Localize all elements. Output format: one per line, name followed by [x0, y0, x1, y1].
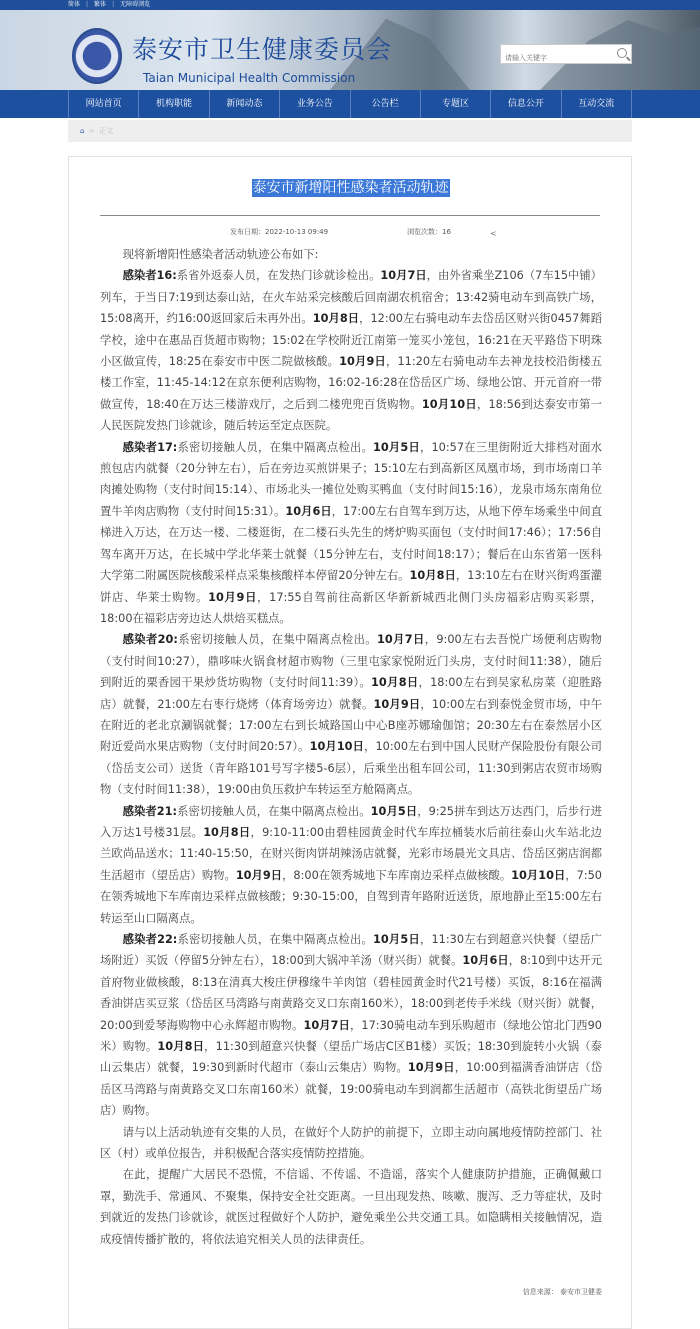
highlight-text: 10月7日 — [303, 1018, 350, 1032]
body-text: 系密切接触人员，在集中隔离点检出。 — [177, 633, 377, 647]
article-title-wrap — [100, 177, 601, 213]
search-box — [500, 44, 632, 64]
highlight-text: 10月10日 — [511, 868, 566, 882]
nav-interaction[interactable]: 互动交流 — [562, 90, 632, 118]
highlight-text: 10月9日 — [208, 590, 258, 604]
article-paragraph — [100, 629, 602, 800]
nav-topics[interactable]: 专题区 — [421, 90, 491, 118]
body-text: ，8:00在领秀城地下车库南边采样点做核酸。 — [282, 868, 512, 882]
accessibility-link[interactable]: 无障碍浏览 — [120, 1, 151, 8]
info-source: 信息来源： 泰安市卫健委 — [522, 1288, 602, 1297]
header-banner — [0, 10, 700, 90]
nav-notices[interactable]: 业务公告 — [280, 90, 350, 118]
body-text: 系密切接触人员，在集中隔离点检出。 — [177, 933, 373, 946]
body-text: ，9:10-11:00由碧桂园黄金时代车库拉桶装水后前往泰山火车站北边兰欧尚品送水；11:40-15:50，在财兴街肉饼胡辣汤店就餐，光彩市场晨光文具店、岱岳区粥店润都生活超市（望岳店）购物。 — [100, 825, 602, 882]
article-paragraph — [100, 929, 602, 1122]
share-icon[interactable]: < — [490, 229, 497, 238]
highlight-text: 感染者22: — [122, 933, 178, 946]
body-text: ，8:10到中达开元首府物业做核酸，8:13在清真大梭庄伊穆缘牛羊肉馆（碧桂园黄金时代21号楼）买饭，8:16在福满香油饼店买豆浆（岱岳区马湾路与南黄路交叉口东南160米），18:00到老传手米线（财兴街）就餐，20:00到爱琴海购物中心永辉超市购物。 — [100, 954, 602, 1032]
article-paragraph — [100, 265, 602, 436]
main-nav — [0, 90, 700, 118]
body-text: ，11:30左右到超意兴快餐（望岳广场附近）买饭（停留5分钟左右），18:00到大锅冲羊汤（财兴街）就餐。 — [100, 933, 602, 968]
nav-bulletin[interactable]: 公告栏 — [351, 90, 421, 118]
site-subtitle: Taian Municipal Health Commission — [143, 71, 356, 85]
divider: | — [86, 1, 89, 8]
body-text: ，18:00左右到吴家私房菜（迎胜路店）就餐，21:00左右枣行烧烤（体育场旁边）就餐。 — [100, 676, 602, 711]
body-text: ，10:00左右到中国人民财产保险股份有限公司（岱岳支公司）送货（青年路101号写字楼5-6层），后乘坐出租车回公司，11:30到粥店农贸市场购物（支付时间11:38），19:00由负压救护车转运至方舱隔离点。 — [100, 740, 602, 797]
article-paragraph — [100, 1122, 602, 1165]
body-text: ，10:57在三里街附近大排档对面水煎包店内就餐（20分钟左右），后在旁边买煎饼果子；15:10左右到高新区凤凰市场，到市场南口羊肉摊处购物（支付时间15:14）、市场北头一摊位处购买鸭血（支付时间15:16），龙泉市场东南角位置牛羊肉店购物（支付时间15:31）。 — [100, 440, 602, 518]
highlight-text: 10月7日 — [376, 633, 425, 647]
body-text: ，17:30骑电动车到乐购超市（绿地公馆北门西90米）购物。 — [100, 1018, 602, 1054]
top-bar — [0, 0, 700, 10]
highlight-text: 10月7日 — [380, 269, 427, 283]
breadcrumb-current: 正文 — [99, 127, 114, 135]
article-paragraph — [100, 437, 602, 630]
site-title: 泰安市卫生健康委员会 — [132, 35, 393, 64]
highlight-text: 10月5日 — [372, 933, 420, 946]
body-text: 系密切接触人员，在集中隔离点检出。 — [177, 804, 371, 818]
body-text: ，9:00左右去吾悦广场便利店购物（支付时间10:27），鼎哆味火锅食材超市购物（三里屯家家悦附近门头房，支付时间11:38），随后到附近的栗香园干果炒货坊购物（支付时间11:39）。 — [100, 633, 602, 690]
body-text: 系省外返泰人员，在发热门诊就诊检出。 — [176, 269, 381, 283]
highlight-text: 10月8日 — [371, 676, 419, 690]
highlight-text: 10月8日 — [203, 825, 251, 839]
highlight-text: 10月9日 — [373, 697, 421, 711]
highlight-text: 10月5日 — [372, 440, 420, 454]
breadcrumb-separator: > — [88, 127, 95, 135]
body-text: ，由外省乘坐Z106（7车15中铺）列车，于当日7:19到达泰山站，在火车站采完核酸后回南湖农机宿舍；13:42骑电动车到高铁广场，15:08离开，约16:00返回家后未再外出。 — [100, 269, 602, 326]
article-container — [68, 156, 632, 1329]
body-text: 现将新增阳性感染者活动轨迹公布如下: — [122, 248, 319, 261]
highlight-text: 10月10日 — [421, 397, 477, 411]
body-text: 系密切接触人员，在集中隔离点检出。 — [177, 440, 373, 454]
body-text: ，12:00左右骑电动车去岱岳区财兴街0457舞蹈学校，途中在惠品百货超市购物；15:02在学校附近江南第一笼买小笼包，16:21在天平路岱下明珠小区做宣传，18:25在泰安市中医二院做核酸。 — [100, 312, 602, 369]
article-meta — [100, 216, 601, 244]
highlight-text: 10月9日 — [407, 1061, 455, 1075]
body-text: ，11:20左右骑电动车去神龙技校沿街楼五楼工作室，11:45-14:12在京东便利店购物，16:02-16:28在岱岳区广场、绿地公馆、开元首府一带做宣传，18:40在万达三楼游戏厅，之后到二楼兜兜百货购物。 — [100, 355, 602, 411]
body-text: ，13:10左右在财兴街鸡蛋灌饼店、华莱士购物。 — [100, 569, 602, 604]
body-text: 请与以上活动轨迹有交集的人员，在做好个人防护的前提下，立即主动向属地疫情防控部门、社区（村）或单位报告，并积极配合落实疫情防控措施。 — [100, 1125, 602, 1161]
publish-date: 发布日期：2022-10-13 09:49 — [230, 228, 329, 236]
highlight-text: 10月6日 — [285, 504, 332, 518]
search-input[interactable] — [501, 50, 611, 68]
breadcrumb — [68, 120, 632, 142]
highlight-text: 10月8日 — [157, 1040, 205, 1054]
highlight-text: 感染者16: — [122, 269, 177, 283]
article-body — [100, 244, 602, 1250]
article-paragraph — [100, 1164, 602, 1250]
highlight-text: 10月5日 — [370, 804, 418, 818]
body-text: ，10:00到福满香油饼店（岱岳区马湾路与南黄路交叉口东南160米）就餐，19:00骑电动车到润都生活超市（高铁北街望岳广场店）购物。 — [100, 1061, 602, 1118]
simplified-link[interactable]: 简体 — [68, 1, 81, 8]
body-text: ，11:30到超意兴快餐（望岳广场店C区B1楼）买饭；18:30到旋转小火锅（泰山云集店）就餐，19:30到新时代超市（泰山云集店）购物。 — [100, 1040, 602, 1075]
body-text: ，7:50在领秀城地下车库南边采样点做核酸；9:30-15:00，自驾到青年路附近送货，原地静止至15:00左右转运至山口隔离点。 — [100, 868, 602, 925]
emblem-logo — [72, 28, 122, 84]
article-paragraph — [100, 244, 602, 265]
body-text: ，10:00左右到泰悦金贸市场，中午在附近的老北京涮锅就餐；17:00左右到长城路国山中心B座苏娜瑜伽馆；20:30左右在泰然居小区附近爱尚水果店购物（支付时间20:57）。 — [100, 697, 602, 754]
search-icon[interactable] — [617, 48, 627, 58]
divider: | — [112, 1, 115, 8]
highlight-text: 10月10日 — [309, 740, 365, 754]
body-text: ，18:56到达泰安市第一人民医院发热门诊就诊，随后转运至定点医院。 — [100, 397, 602, 433]
body-text: 在此，提醒广大居民不恐慌，不信谣、不传谣、不造谣，落实个人健康防护措施，正确佩戴口罩，勤洗手、常通风、不聚集，保持安全社交距离。一旦出现发热、咳嗽、腹泻、乏力等症状，及时到就近的发热门诊就诊，就医过程做好个人防护，避免乘坐公共交通工具。如隐瞒相关接触情况，造成疫情传播扩散的，将依法追究相关人员的法律责任。 — [100, 1168, 602, 1246]
highlight-text: 10月9日 — [235, 868, 283, 882]
highlight-text: 10月8日 — [409, 569, 456, 583]
article-title: 泰安市新增阳性感染者活动轨迹 — [252, 180, 449, 196]
highlight-text: 感染者20: — [122, 633, 178, 647]
body-text: ，17:55自驾前往高新区华新新城西北侧门头房福彩店购买彩票，18:00在福彩店旁边达人烘焙买糕点。 — [100, 590, 602, 625]
highlight-text: 10月6日 — [462, 954, 509, 968]
body-text: ，17:00左右自驾车到万达，从地下停车场乘坐中间直梯进入万达，在万达一楼、二楼逛街，在二楼石头先生的烤炉购买面包（支付时间17:46）；17:56自驾车离开万达，在长城中学北华莱士就餐（15分钟左右，支付时间18:17）；餐后在山东省第一医科大学第二附属医院核酸采样点采集核酸样本停留20分钟左右。 — [100, 504, 602, 583]
view-count: 浏览次数：16 — [407, 228, 451, 236]
body-text: ，9:25拼车到达万达西门，后步行进入万达1号楼31层。 — [100, 804, 602, 839]
nav-info-public[interactable]: 信息公开 — [491, 90, 561, 118]
nav-functions[interactable]: 机构职能 — [139, 90, 209, 118]
home-icon[interactable]: ⌂ — [80, 127, 85, 135]
highlight-text: 感染者21: — [122, 804, 177, 818]
highlight-text: 感染者17: — [122, 440, 178, 454]
article-paragraph — [100, 801, 602, 929]
traditional-link[interactable]: 繁体 — [94, 1, 107, 8]
nav-news[interactable]: 新闻动态 — [210, 90, 280, 118]
highlight-text: 10月8日 — [312, 312, 360, 326]
highlight-text: 10月9日 — [339, 355, 386, 369]
nav-home[interactable]: 网站首页 — [69, 90, 139, 118]
